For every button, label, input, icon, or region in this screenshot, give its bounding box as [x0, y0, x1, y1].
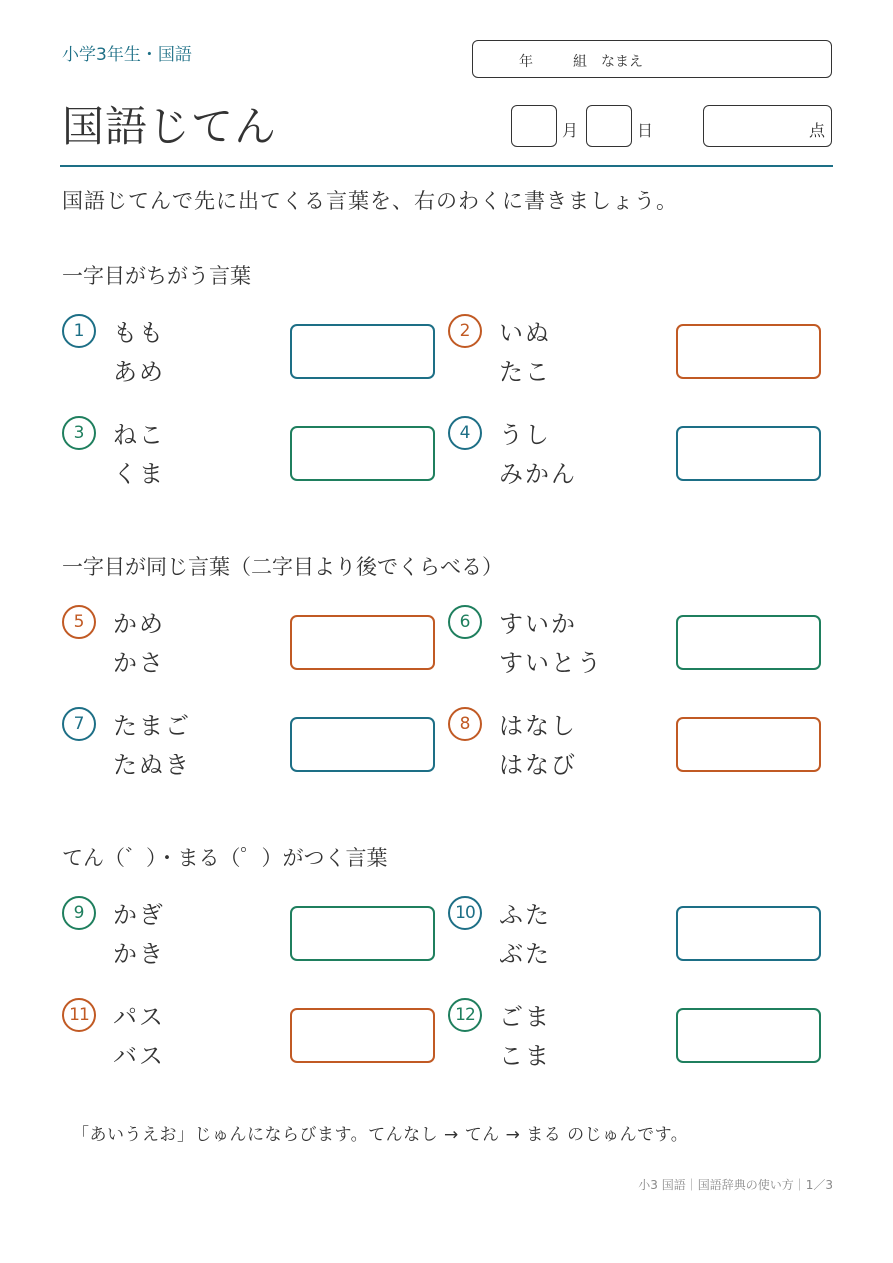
word-second: はなび [499, 751, 577, 779]
section-heading-2: 一字目が同じ言葉（二字目より後でくらべる） [62, 555, 503, 579]
word-first: もも [113, 319, 165, 347]
word-second: すいとう [499, 649, 603, 677]
answer-box[interactable] [676, 906, 821, 961]
page-footer: 小3 国語｜国語辞典の使い方｜1／3 [638, 1178, 833, 1192]
answer-box[interactable] [290, 426, 435, 481]
word-first: たまご [113, 712, 191, 740]
word-first: ねこ [113, 421, 165, 449]
word-first: すいか [499, 610, 577, 638]
word-second: かき [113, 940, 165, 968]
day-label: 日 [637, 121, 654, 140]
answer-box[interactable] [290, 1008, 435, 1063]
class-label: 組 [573, 54, 587, 70]
question-number-badge: 2 [448, 314, 482, 348]
answer-box[interactable] [290, 906, 435, 961]
word-second: たぬき [113, 751, 191, 779]
section-heading-3: てん（゛）・まる（゜）がつく言葉 [62, 846, 388, 870]
score-field[interactable] [703, 105, 832, 147]
answer-box[interactable] [676, 615, 821, 670]
page-title: 国語じてん [62, 102, 278, 151]
score-label: 点 [808, 121, 825, 140]
word-first: ふた [499, 901, 551, 929]
answer-box[interactable] [676, 717, 821, 772]
day-field[interactable] [586, 105, 632, 147]
word-second: かさ [113, 649, 165, 677]
word-first: うし [499, 421, 551, 449]
month-field[interactable] [511, 105, 557, 147]
word-second: ぶた [499, 940, 551, 968]
answer-box[interactable] [290, 717, 435, 772]
word-first: いぬ [499, 319, 551, 347]
answer-box[interactable] [676, 1008, 821, 1063]
instruction-text: 国語じてんで先に出てくる言葉を、右のわくに書きましょう。 [62, 189, 678, 213]
question-number-badge: 9 [62, 896, 96, 930]
word-second: バス [113, 1042, 165, 1070]
answer-box[interactable] [290, 324, 435, 379]
word-first: はなし [499, 712, 577, 740]
word-second: くま [113, 460, 165, 488]
word-second: みかん [499, 460, 577, 488]
question-number-badge: 5 [62, 605, 96, 639]
word-first: ごま [499, 1003, 551, 1031]
question-number-badge: 1 [62, 314, 96, 348]
question-number-badge: 3 [62, 416, 96, 450]
month-label: 月 [562, 121, 579, 140]
section-heading-1: 一字目がちがう言葉 [62, 264, 251, 288]
header-divider [60, 165, 833, 167]
name-label: なまえ [601, 54, 643, 70]
question-number-badge: 8 [448, 707, 482, 741]
question-number-badge: 11 [62, 998, 96, 1032]
word-first: かぎ [113, 901, 165, 929]
question-number-badge: 4 [448, 416, 482, 450]
word-first: パス [113, 1003, 165, 1031]
word-second: たこ [499, 358, 551, 386]
answer-box[interactable] [676, 426, 821, 481]
question-number-badge: 6 [448, 605, 482, 639]
word-second: あめ [113, 358, 165, 386]
word-first: かめ [113, 610, 165, 638]
rule-note: 「あいうえお」じゅんにならびます。てんなし → てん → まる のじゅんです。 [72, 1125, 689, 1145]
grade-subject-label: 小学3年生・国語 [62, 45, 192, 65]
question-number-badge: 12 [448, 998, 482, 1032]
name-box[interactable] [472, 40, 832, 78]
question-number-badge: 10 [448, 896, 482, 930]
word-second: こま [499, 1042, 551, 1070]
question-number-badge: 7 [62, 707, 96, 741]
answer-box[interactable] [676, 324, 821, 379]
year-label: 年 [519, 54, 533, 70]
answer-box[interactable] [290, 615, 435, 670]
